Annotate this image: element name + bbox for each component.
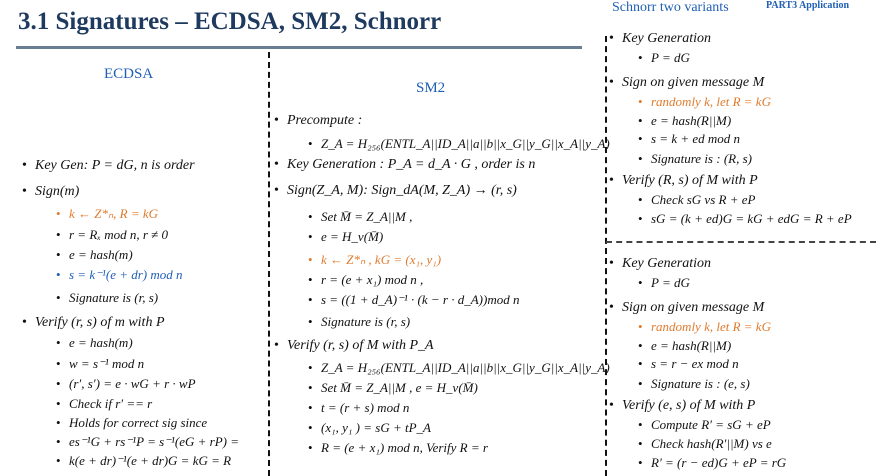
bullet-line bbox=[56, 453, 231, 469]
bullet-text: s = k + ed mod n bbox=[651, 131, 741, 146]
bullet-marker: • bbox=[308, 420, 313, 435]
bullet-marker: • bbox=[22, 184, 27, 199]
bullet-text: Set M̄ = Z_A||M , bbox=[321, 209, 413, 224]
bullet-marker: • bbox=[638, 356, 643, 371]
bullet-text: R = (e + x₁) mod n, Verify R = r bbox=[321, 440, 488, 455]
bullet-marker: • bbox=[56, 434, 61, 449]
bullet-marker: • bbox=[308, 209, 313, 224]
bullet-marker: • bbox=[56, 290, 61, 305]
ecdsa-heading: ECDSA bbox=[104, 66, 154, 82]
bullet-line bbox=[308, 252, 441, 268]
bullet-line bbox=[609, 398, 755, 414]
bullet-text: Signature is (r, s) bbox=[69, 290, 159, 305]
bullet-marker: • bbox=[56, 376, 61, 391]
section-subtitle: Schnorr two variants bbox=[612, 0, 729, 15]
bullet-marker: • bbox=[638, 338, 643, 353]
bullet-text: Key Generation bbox=[622, 31, 712, 46]
bullet-marker: • bbox=[638, 376, 643, 391]
bullet-line bbox=[274, 183, 517, 199]
bullet-line bbox=[638, 455, 786, 471]
bullet-line bbox=[56, 356, 144, 372]
bullet-line bbox=[22, 315, 165, 331]
bullet-marker: • bbox=[56, 247, 61, 262]
bullet-line bbox=[56, 396, 152, 412]
bullet-line bbox=[308, 440, 488, 456]
bullet-line bbox=[56, 335, 133, 351]
bullet-text: t = (r + s) mod n bbox=[321, 400, 410, 415]
bullet-marker: • bbox=[56, 267, 61, 282]
bullet-line bbox=[308, 314, 410, 330]
bullet-marker: • bbox=[56, 396, 61, 411]
bullet-line bbox=[274, 113, 362, 129]
bullet-marker: • bbox=[56, 206, 61, 221]
bullet-text: e = hash(m) bbox=[69, 247, 133, 262]
bullet-marker: • bbox=[274, 183, 279, 198]
bullet-text: Compute R′ = sG + eP bbox=[651, 417, 771, 432]
bullet-line bbox=[56, 247, 133, 263]
bullet-line bbox=[308, 229, 383, 245]
bullet-text: Signature is : (e, s) bbox=[651, 376, 750, 391]
bullet-line bbox=[638, 417, 771, 433]
bullet-marker: • bbox=[22, 158, 27, 173]
slide-title: 3.1 Signatures – ECDSA, SM2, Schnorr bbox=[18, 8, 442, 35]
bullet-marker: • bbox=[56, 356, 61, 371]
bullet-line bbox=[22, 158, 195, 174]
bullet-line bbox=[274, 338, 434, 354]
bullet-text: k ← Z*ₙ , kG = (x₁, y₁) bbox=[321, 252, 442, 267]
bullet-text: Verify (r, s) of M with P_A bbox=[287, 338, 434, 353]
bullet-line bbox=[609, 173, 758, 189]
bullet-marker: • bbox=[638, 275, 643, 290]
bullet-marker: • bbox=[638, 417, 643, 432]
bullet-marker: • bbox=[609, 173, 614, 188]
bullet-marker: • bbox=[22, 315, 27, 330]
bullet-line bbox=[308, 292, 519, 308]
bullet-marker: • bbox=[638, 455, 643, 470]
bullet-text: r = (e + x₁) mod n , bbox=[321, 272, 424, 287]
bullet-line bbox=[308, 136, 610, 152]
bullet-text: sG = (k + ed)G = kG + edG = R + eP bbox=[651, 211, 852, 226]
bullet-line bbox=[638, 376, 750, 392]
bullet-line bbox=[308, 380, 478, 396]
bullet-text: e = hash(m) bbox=[69, 335, 133, 350]
bullet-text: Check if r′ == r bbox=[69, 396, 153, 411]
bullet-text: e = H_v(M̄) bbox=[321, 229, 384, 244]
bullet-line bbox=[638, 192, 755, 208]
bullet-line bbox=[638, 338, 731, 354]
bullet-marker: • bbox=[638, 50, 643, 65]
bullet-marker: • bbox=[274, 113, 279, 128]
bullet-line bbox=[638, 131, 740, 147]
bullet-line bbox=[56, 434, 239, 450]
bullet-text: s = k⁻¹(e + dr) mod n bbox=[69, 267, 183, 282]
bullet-text: r = Rₓ mod n, r ≠ 0 bbox=[69, 227, 169, 242]
bullet-text: Sign on given message M bbox=[622, 75, 765, 90]
bullet-text: e = hash(R||M) bbox=[651, 113, 732, 128]
bullet-text: Sign on given message M bbox=[622, 300, 765, 315]
bullet-marker: • bbox=[56, 335, 61, 350]
column-divider-right bbox=[605, 36, 607, 476]
bullet-text: randomly k, let R = kG bbox=[651, 94, 771, 109]
bullet-line bbox=[308, 420, 431, 436]
bullet-line bbox=[638, 356, 739, 372]
bullet-line bbox=[308, 400, 409, 416]
bullet-text: Key Generation : P_A = d_A · G , order is n bbox=[287, 157, 536, 172]
bullet-text: Signature is : (R, s) bbox=[651, 151, 752, 166]
bullet-line bbox=[638, 151, 752, 167]
bullet-marker: • bbox=[609, 300, 614, 315]
bullet-text: Precompute : bbox=[287, 113, 363, 128]
bullet-text: Holds for correct sig since bbox=[69, 415, 208, 430]
bullet-marker: • bbox=[308, 360, 313, 375]
schnorr-variant-divider bbox=[606, 241, 876, 243]
bullet-line bbox=[638, 275, 690, 291]
bullet-line bbox=[56, 267, 183, 283]
bullet-text: Sign(Z_A, M): Sign_dA(M, Z_A) → (r, s) bbox=[287, 183, 517, 198]
bullet-marker: • bbox=[274, 338, 279, 353]
bullet-text: P = dG bbox=[651, 50, 690, 65]
bullet-text: Sign(m) bbox=[35, 184, 80, 199]
bullet-text: Verify (r, s) of m with P bbox=[35, 315, 165, 330]
bullet-marker: • bbox=[609, 31, 614, 46]
bullet-text: e = hash(R||M) bbox=[651, 338, 732, 353]
bullet-marker: • bbox=[308, 252, 313, 267]
bullet-marker: • bbox=[308, 314, 313, 329]
bullet-marker: • bbox=[56, 453, 61, 468]
title-underline bbox=[16, 46, 582, 49]
bullet-text: Set M̄ = Z_A||M , e = H_v(M̄) bbox=[321, 380, 478, 395]
bullet-line bbox=[56, 290, 158, 306]
bullet-line bbox=[609, 31, 711, 47]
bullet-text: Z_A = H₂₅₆(ENTL_A||ID_A||a||b||x_G||y_G||x_A||y_A) bbox=[321, 360, 610, 375]
bullet-marker: • bbox=[638, 319, 643, 334]
bullet-text: s = r − ex mod n bbox=[651, 356, 739, 371]
bullet-text: es⁻¹G + rs⁻¹P = s⁻¹(eG + rP) = bbox=[69, 434, 240, 449]
bullet-line bbox=[609, 300, 764, 316]
bullet-marker: • bbox=[274, 157, 279, 172]
bullet-line bbox=[56, 227, 168, 243]
bullet-text: Signature is (r, s) bbox=[321, 314, 411, 329]
bullet-line bbox=[308, 209, 412, 225]
bullet-marker: • bbox=[638, 94, 643, 109]
bullet-line bbox=[22, 184, 79, 200]
bullet-text: Z_A = H₂₅₆(ENTL_A||ID_A||a||b||x_G||y_G||x_A||y_A) bbox=[321, 136, 610, 151]
column-divider-left bbox=[268, 52, 270, 476]
bullet-line bbox=[56, 415, 207, 431]
bullet-text: Check hash(R′||M) vs e bbox=[651, 436, 772, 451]
sm2-heading: SM2 bbox=[416, 80, 446, 96]
bullet-text: Verify (R, s) of M with P bbox=[622, 173, 758, 188]
bullet-marker: • bbox=[308, 400, 313, 415]
bullet-line bbox=[308, 360, 610, 376]
bullet-line bbox=[609, 256, 711, 272]
bullet-marker: • bbox=[609, 75, 614, 90]
bullet-marker: • bbox=[308, 440, 313, 455]
bullet-text: R′ = (r − ed)G + eP = rG bbox=[651, 455, 787, 470]
bullet-marker: • bbox=[308, 229, 313, 244]
bullet-text: P = dG bbox=[651, 275, 690, 290]
bullet-marker: • bbox=[308, 136, 313, 151]
bullet-text: Check sG vs R + eP bbox=[651, 192, 756, 207]
bullet-marker: • bbox=[638, 113, 643, 128]
bullet-marker: • bbox=[638, 436, 643, 451]
bullet-marker: • bbox=[56, 227, 61, 242]
bullet-text: (x₁, y₁ ) = sG + tP_A bbox=[321, 420, 431, 435]
bullet-line bbox=[56, 376, 196, 392]
bullet-marker: • bbox=[638, 211, 643, 226]
bullet-text: k(e + dr)⁻¹(e + dr)G = kG = R bbox=[69, 453, 232, 468]
bullet-marker: • bbox=[308, 380, 313, 395]
bullet-marker: • bbox=[56, 415, 61, 430]
bullet-text: w = s⁻¹ mod n bbox=[69, 356, 145, 371]
bullet-marker: • bbox=[609, 256, 614, 271]
bullet-line bbox=[308, 272, 423, 288]
bullet-text: (r′, s′) = e · wG + r · wP bbox=[69, 376, 196, 391]
bullet-marker: • bbox=[638, 131, 643, 146]
bullet-marker: • bbox=[308, 272, 313, 287]
bullet-marker: • bbox=[638, 192, 643, 207]
bullet-marker: • bbox=[308, 292, 313, 307]
bullet-line bbox=[638, 319, 771, 335]
bullet-marker: • bbox=[609, 398, 614, 413]
bullet-text: Key Gen: P = dG, n is order bbox=[35, 158, 195, 173]
bullet-text: s = ((1 + d_A)⁻¹ · (k − r · d_A))mod n bbox=[321, 292, 520, 307]
bullet-marker: • bbox=[638, 151, 643, 166]
bullet-line bbox=[56, 206, 158, 222]
bullet-line bbox=[638, 211, 852, 227]
bullet-text: Key Generation bbox=[622, 256, 712, 271]
bullet-text: randomly k, let R = kG bbox=[651, 319, 771, 334]
bullet-line bbox=[638, 94, 771, 110]
bullet-line bbox=[638, 113, 731, 129]
bullet-text: Verify (e, s) of M with P bbox=[622, 398, 756, 413]
bullet-text: k ← Z*ₙ, R = kG bbox=[69, 206, 159, 221]
bullet-line bbox=[609, 75, 764, 91]
bullet-line bbox=[274, 157, 535, 173]
part-label: PART3 Application bbox=[766, 0, 850, 11]
bullet-line bbox=[638, 50, 690, 66]
bullet-line bbox=[638, 436, 772, 452]
